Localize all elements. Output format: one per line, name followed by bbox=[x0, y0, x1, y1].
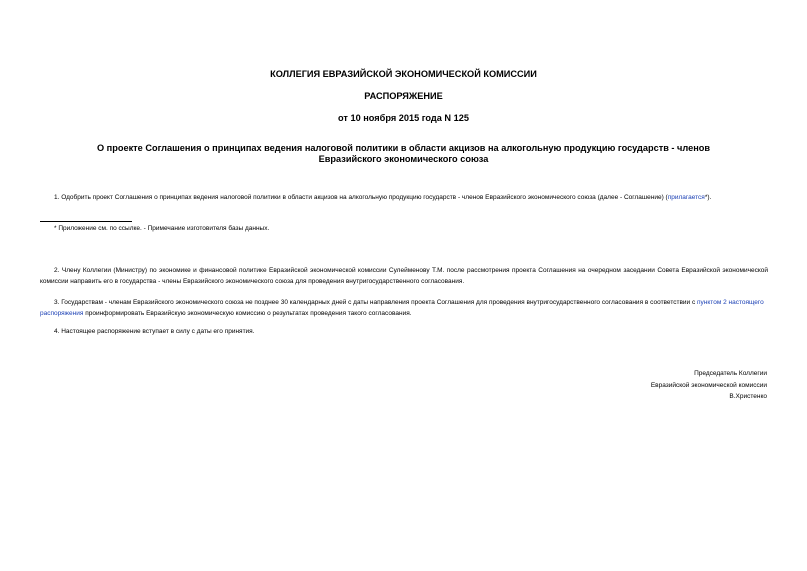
paragraph-3-text-after: проинформировать Евразийскую экономическую комиссию о результатах проведения такого согласования. bbox=[83, 309, 412, 317]
paragraph-4: 4. Настоящее распоряжение вступает в силу с даты его принятия. bbox=[54, 328, 255, 335]
paragraph-1-text-after: *). bbox=[704, 194, 712, 201]
signature-block bbox=[467, 368, 767, 403]
paragraph-2: 2. Члену Коллегии (Министру) по экономике и финансовой политике Евразийской экономической комиссии Сулейменову Т.М. после рассмотрения проекта Соглашения на очередном заседании Совета Евразийской экономической комиссии направить его в государства - члены Евразийского экономического союза для проведения внутригосударственного согласования. bbox=[40, 267, 768, 285]
paragraph-1 bbox=[40, 193, 768, 204]
signature-position: Председатель Коллегии bbox=[694, 370, 767, 377]
footnote: * Приложение см. по ссылке. - Примечание изготовителя базы данных. bbox=[54, 225, 270, 232]
document-title: О проекте Соглашения о принципах ведения налоговой политики в области акцизов на алкогольную продукцию государств - членов Евразийского экономического союза bbox=[96, 143, 711, 164]
paragraph-1-text-before: 1. Одобрить проект Соглашения о принципах ведения налоговой политики в области акцизов на алкогольную продукцию государств - членов Евразийского экономического союза (далее - Соглашение) ( bbox=[54, 194, 668, 201]
clause-2-link[interactable]: пунктом 2 настоящего распоряжения bbox=[40, 299, 764, 317]
document-type-heading: РАСПОРЯЖЕНИЕ bbox=[364, 91, 443, 101]
paragraph-3 bbox=[40, 298, 768, 319]
paragraph-3-text-before: 3. Государствам - членам Евразийского экономического союза не позднее 30 календарных дней с даты направления проекта Соглашения для проведения внутригосударственного согласования в соответствии с bbox=[54, 299, 698, 306]
attachment-link[interactable]: прилагается bbox=[667, 194, 705, 201]
document-date-number: от 10 ноября 2015 года N 125 bbox=[338, 113, 469, 123]
footnote-divider bbox=[40, 221, 132, 222]
signature-organization: Евразийской экономической комиссии bbox=[650, 381, 767, 389]
signature-name: В.Христенко bbox=[729, 393, 767, 400]
organization-heading: КОЛЛЕГИЯ ЕВРАЗИЙСКОЙ ЭКОНОМИЧЕСКОЙ КОМИССИИ bbox=[270, 69, 537, 79]
